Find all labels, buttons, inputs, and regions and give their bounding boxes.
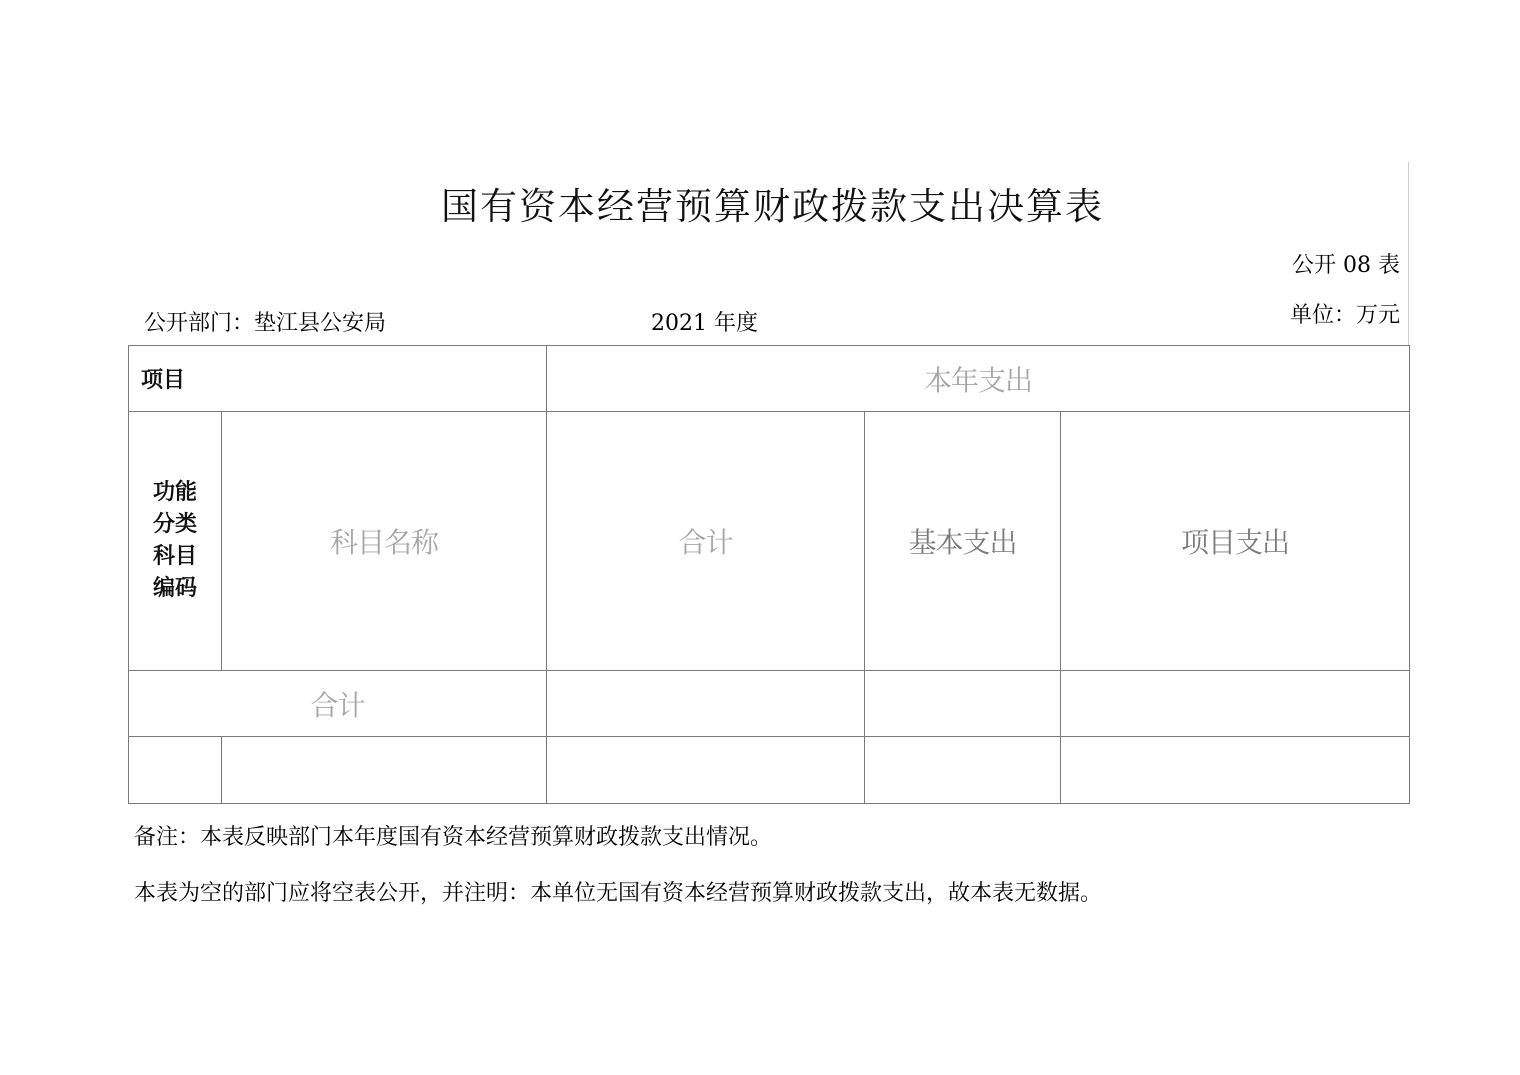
table-header-row-1 [129, 346, 1410, 412]
cell-total-total [547, 671, 865, 737]
table-row [129, 737, 1410, 804]
header-total: 合计 [547, 412, 865, 671]
header-function-code [129, 412, 222, 671]
header-code-line: 科目 [152, 544, 197, 569]
note-line-1: 备注：本表反映部门本年度国有资本经营预算财政拨款支出情况。 [134, 825, 773, 850]
header-basic-expenditure: 基本支出 [865, 412, 1061, 671]
fiscal-year: 2021 年度 [651, 311, 758, 336]
header-project: 项目 [129, 346, 547, 412]
cell-total [547, 737, 865, 804]
table-row-total [129, 671, 1410, 737]
cell-total-project [1061, 671, 1410, 737]
header-subject-name: 科目名称 [222, 412, 547, 671]
note-line-2: 本表为空的部门应将空表公开，并注明：本单位无国有资本经营预算财政拨款支出，故本表无数据。 [134, 881, 1103, 906]
department-label: 公开部门：垫江县公安局 [144, 311, 387, 336]
table-header-row-2 [129, 412, 1410, 671]
report-title: 国有资本经营预算财政拨款支出决算表 [441, 185, 1104, 228]
header-current-year-expenditure: 本年支出 [547, 346, 1410, 412]
cell-basic [865, 737, 1061, 804]
header-project-expenditure: 项目支出 [1061, 412, 1410, 671]
cell-code [129, 737, 222, 804]
header-code-line: 分类 [152, 512, 197, 537]
cell-total-basic [865, 671, 1061, 737]
header-code-line: 功能 [152, 480, 197, 505]
cell-subject-name [222, 737, 547, 804]
header-code-line: 编码 [152, 576, 197, 601]
cell-project [1061, 737, 1410, 804]
unit-label: 单位：万元 [1289, 303, 1400, 328]
row-total-label: 合计 [129, 671, 547, 737]
table-number: 公开 08 表 [1292, 253, 1400, 278]
expenditure-table [128, 345, 1410, 804]
